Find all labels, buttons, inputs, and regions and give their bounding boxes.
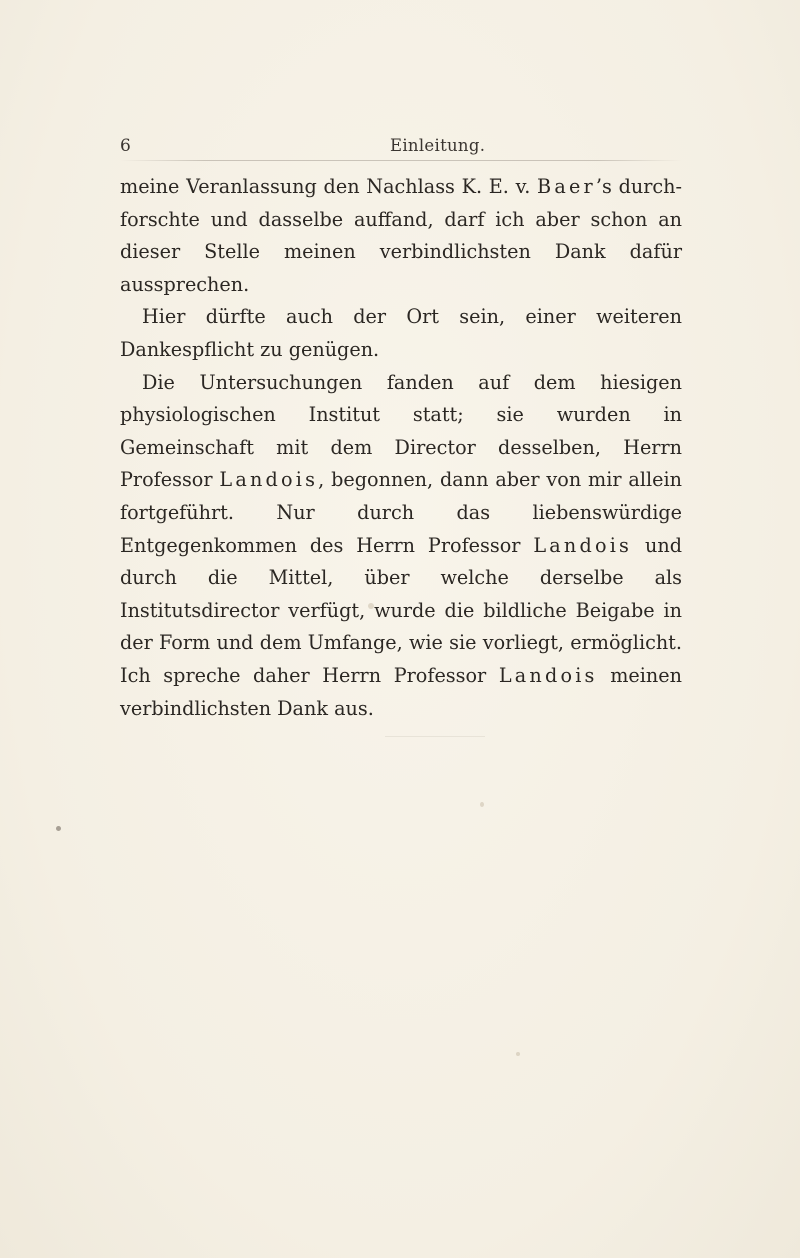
spaced-name-landois: Landois <box>533 533 633 557</box>
text-segment: Die Untersuchungen fanden auf dem hiesigen physiologischen Institut statt; sie wurden in Gemeinschaft mit dem Director desselben, Herrn Professor <box>120 370 682 492</box>
page-number: 6 <box>120 136 132 156</box>
paper-spot <box>516 1052 520 1056</box>
paper-spot <box>480 802 484 807</box>
spaced-name-landois: Landois <box>219 468 319 492</box>
paragraph-3 <box>120 367 682 726</box>
spaced-name-landois: Landois <box>498 663 598 687</box>
text-segment: , begonnen, dann aber von mir allein fortgeführt. Nur durch das liebenswürdige Entgegenkommen des Herrn Professor <box>120 468 682 557</box>
text-segment: meinen verbindlichsten Dank aus. <box>120 663 682 720</box>
text-segment: ’s durchforschte und dasselbe auffand, darf ich aber schon an dieser Stelle meinen verbindlichsten Dank dafür aussprechen. <box>120 175 683 296</box>
paragraph-2 <box>120 301 682 366</box>
paper-crease <box>385 736 485 737</box>
paper-spot <box>368 603 374 609</box>
paper-spot <box>56 826 61 831</box>
text-segment: meine Veranlassung den Nachlass K. E. v. <box>120 175 538 198</box>
text-segment: und durch die Mittel, über welche derselbe als Institutsdirector verfügt, wurde die bildliche Beigabe in der Form und dem Umfange, wie sie vorliegt, ermöglicht. Ich spreche daher Herrn Professor <box>120 533 682 687</box>
text-segment: Hier dürfte auch der Ort sein, einer weiteren Dankespflicht zu genügen. <box>120 305 682 361</box>
paragraph-1 <box>120 171 682 301</box>
header-rule <box>120 160 682 161</box>
body-text <box>120 171 682 725</box>
running-title: Einleitung. <box>390 136 486 155</box>
page-header <box>120 136 682 158</box>
spaced-name-baer: Baer <box>537 175 596 198</box>
